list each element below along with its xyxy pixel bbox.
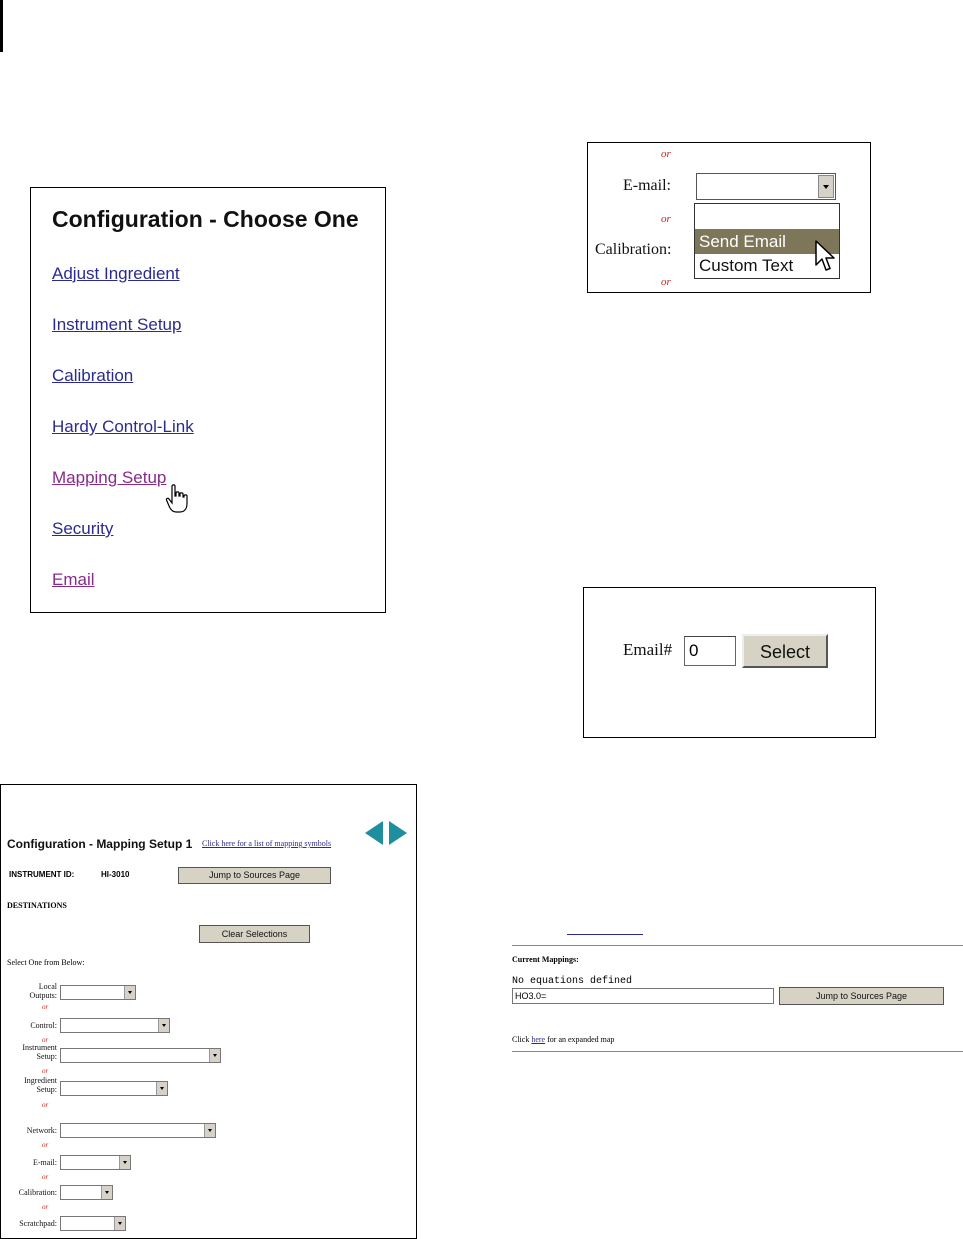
mapping-setup-panel (0, 784, 417, 1239)
arrow-cursor-icon (814, 239, 838, 273)
equation-input[interactable] (512, 988, 774, 1004)
mapping-page-title: Configuration - Mapping Setup 1 (7, 837, 193, 851)
chevron-down-icon[interactable] (204, 1124, 215, 1137)
network-label: Network: (26, 1126, 57, 1135)
or-separator: or (42, 1067, 49, 1075)
prev-page-arrow-icon[interactable] (363, 819, 385, 847)
menu-link-instrument-setup[interactable]: Instrument Setup (52, 315, 182, 334)
dropdown-option-send-email[interactable]: Send Email (695, 229, 839, 254)
menu-link-hardy-control-link[interactable]: Hardy Control-Link (52, 417, 194, 436)
or-label-1: or (661, 148, 671, 160)
email-number-label: Email# (623, 640, 673, 659)
chevron-down-icon[interactable] (818, 175, 834, 198)
chevron-down-icon[interactable] (119, 1156, 130, 1169)
click-label: Click (512, 1035, 530, 1044)
clear-selections-button[interactable]: Clear Selections (199, 925, 310, 943)
jump-to-sources-button[interactable]: Jump to Sources Page (178, 867, 331, 884)
or-separator: or (42, 1101, 49, 1109)
dropdown-option-blank[interactable] (695, 204, 839, 229)
mappings-divider-top (512, 945, 963, 946)
equation-input-value: HO3.0= (515, 991, 547, 1001)
email-label: E-mail: (623, 177, 671, 194)
menu-link-calibration[interactable]: Calibration (52, 366, 134, 385)
chevron-down-icon[interactable] (124, 986, 135, 999)
select-button[interactable]: Select (742, 634, 828, 668)
email-dropdown-panel (587, 142, 871, 293)
ingredient-setup-label: Ingredient Setup: (24, 1076, 57, 1094)
or-label-2: or (661, 213, 671, 225)
dropdown-option-custom-text[interactable]: Custom Text (699, 256, 794, 275)
next-page-arrow-icon[interactable] (387, 819, 409, 847)
or-separator: or (42, 1003, 49, 1011)
config-menu-title: Configuration - Choose One (52, 206, 359, 232)
chevron-down-icon[interactable] (114, 1217, 125, 1230)
email-number-panel (583, 587, 876, 738)
expanded-map-link[interactable]: here (531, 1035, 546, 1044)
instrument-id-label: INSTRUMENT ID: (9, 870, 75, 879)
hand-cursor-icon (165, 484, 191, 514)
menu-link-mapping-setup[interactable]: Mapping Setup (52, 468, 167, 487)
or-separator: or (42, 1141, 49, 1149)
chevron-down-icon[interactable] (156, 1082, 167, 1095)
chevron-down-icon[interactable] (209, 1049, 220, 1062)
menu-link-adjust-ingredient[interactable]: Adjust Ingredient (52, 264, 180, 283)
expanded-map-text: for an expanded map (547, 1035, 615, 1044)
calibration-label: Calibration: (595, 241, 672, 258)
instrument-setup-select[interactable] (60, 1048, 221, 1063)
current-mappings-heading: Current Mappings: (512, 955, 579, 964)
chevron-down-icon[interactable] (158, 1019, 169, 1032)
margin-bar (0, 0, 3, 52)
email-select[interactable] (696, 173, 836, 200)
local-outputs-label: Local Outputs: (29, 982, 57, 1000)
or-label-3: or (661, 276, 671, 288)
email-number-value: 0 (689, 641, 699, 660)
menu-link-email[interactable]: Email (52, 570, 95, 589)
menu-link-security[interactable]: Security (52, 519, 114, 538)
or-separator: or (42, 1036, 49, 1044)
chevron-down-icon[interactable] (101, 1186, 112, 1199)
click-text (512, 1035, 614, 1044)
ingredient-setup-select[interactable] (60, 1081, 168, 1096)
select-prompt: Select One from Below: (7, 958, 85, 967)
calibration-field-select[interactable] (60, 1185, 113, 1200)
jump-to-sources-button-2[interactable]: Jump to Sources Page (779, 987, 944, 1005)
mappings-divider-bottom (512, 1051, 963, 1052)
no-equations-text: No equations defined (512, 976, 633, 987)
mappings-top-rule (567, 934, 643, 935)
instrument-setup-label: Instrument Setup: (22, 1043, 57, 1061)
scratchpad-select[interactable] (60, 1216, 126, 1231)
email-number-input[interactable] (684, 636, 736, 666)
calibration-field-label: Calibration: (18, 1188, 57, 1197)
instrument-id-value: HI-3010 (101, 870, 130, 879)
destinations-label: DESTINATIONS (7, 901, 67, 910)
config-menu-panel (30, 187, 386, 613)
email-field-label: E-mail: (33, 1158, 57, 1167)
or-separator: or (42, 1203, 49, 1211)
email-field-select[interactable] (60, 1155, 131, 1170)
scratchpad-label: Scratchpad: (19, 1219, 57, 1228)
or-separator: or (42, 1173, 49, 1181)
local-outputs-select[interactable] (60, 985, 136, 1000)
control-label: Control: (30, 1021, 57, 1030)
mapping-symbols-link[interactable]: Click here for a list of mapping symbols (202, 839, 332, 848)
control-select[interactable] (60, 1018, 170, 1033)
network-select[interactable] (60, 1123, 216, 1138)
